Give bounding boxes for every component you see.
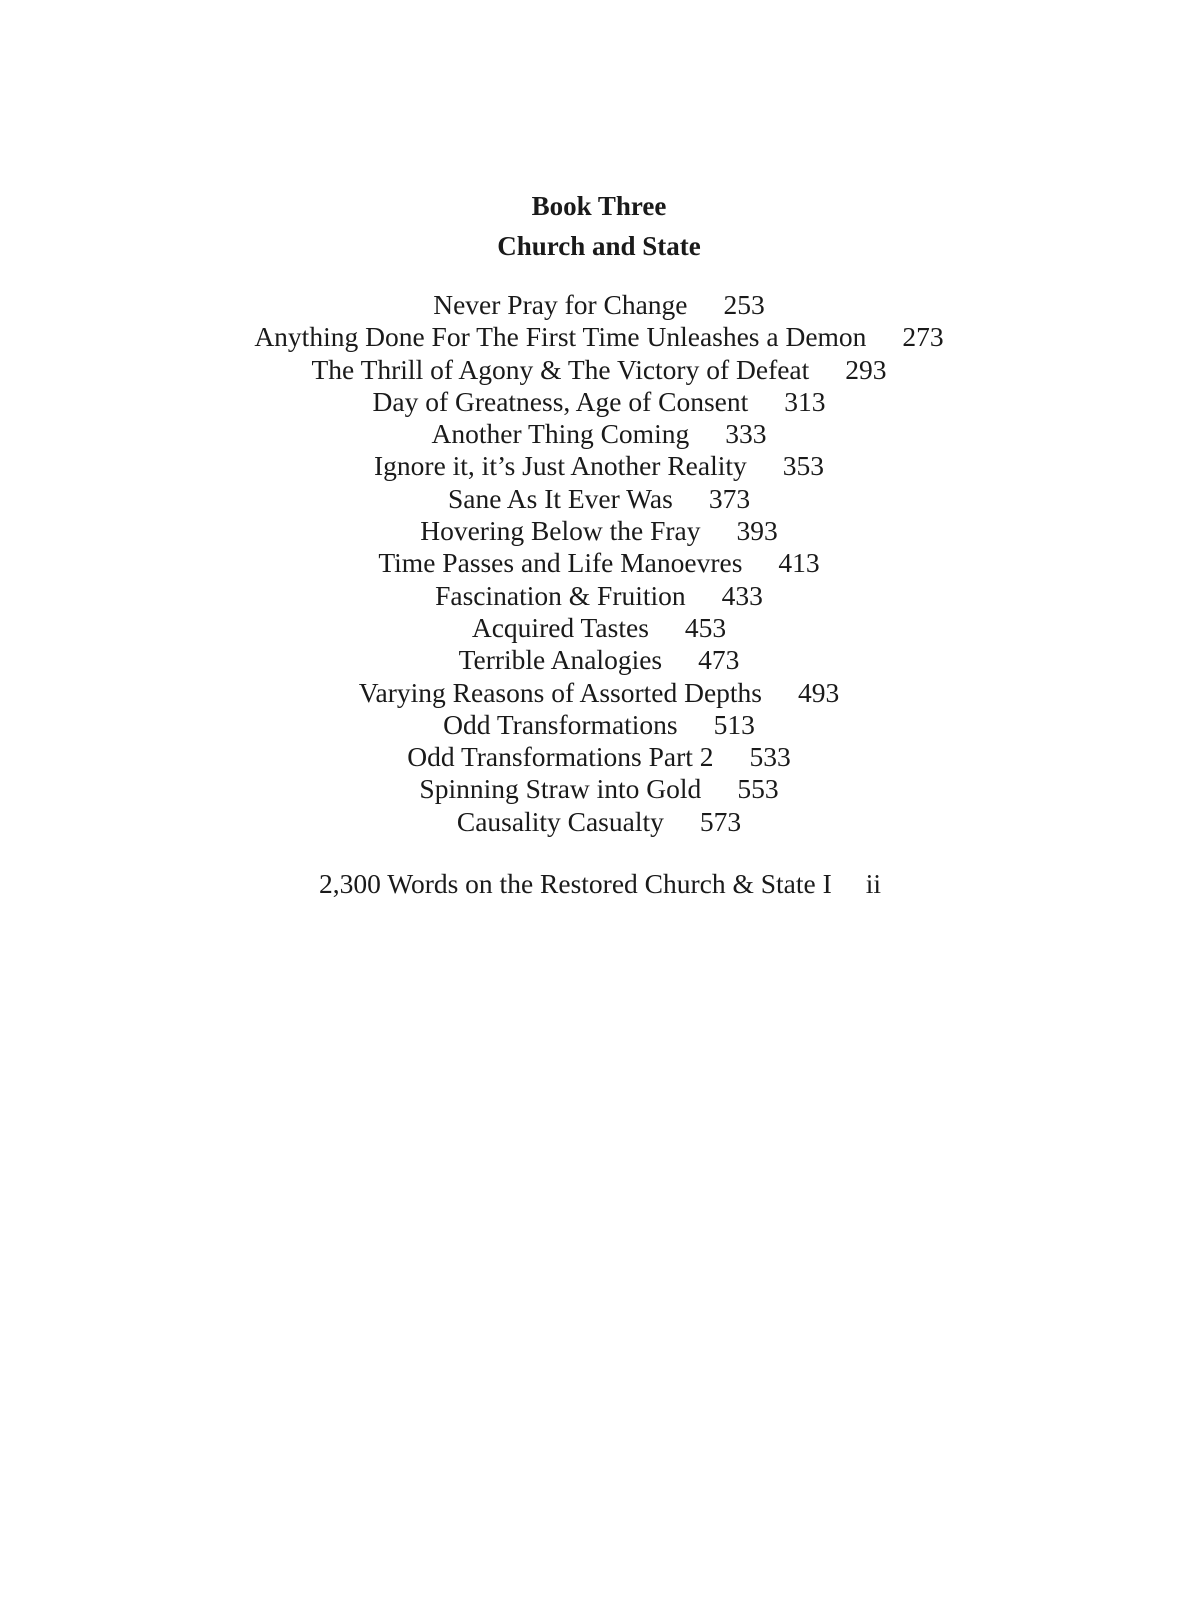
toc-entry-title: Varying Reasons of Assorted Depths <box>358 676 763 708</box>
toc-entry-title: Never Pray for Change <box>433 289 688 320</box>
toc-entry-page: 313 <box>784 385 826 417</box>
toc-entry <box>0 547 1199 579</box>
toc-entry-title: Anything Done For The First Time Unleashes a Demon <box>254 321 867 353</box>
toc-entry-title: Time Passes and Life Manoevres <box>378 547 743 579</box>
toc-entry-title: Fascination & Fruition <box>435 579 686 611</box>
appendix-entry <box>0 868 1200 900</box>
toc-entry <box>0 515 1199 547</box>
toc-entry-title: Another Thing Coming <box>431 418 690 450</box>
toc-entry-page: 513 <box>713 708 755 740</box>
toc-entry <box>0 354 1199 386</box>
toc-entry-title: Ignore it, it’s Just Another Reality <box>374 450 747 482</box>
toc-entry-title: Sane As It Ever Was <box>447 482 673 514</box>
toc-entry-title: Odd Transformations Part 2 <box>407 741 714 773</box>
toc-entry-page: 273 <box>902 321 944 353</box>
toc-entry-title: The Thrill of Agony & The Victory of Defeat <box>311 353 810 385</box>
toc-entry <box>0 450 1199 482</box>
toc-entry <box>0 644 1199 676</box>
toc-entry-page: 413 <box>778 547 820 579</box>
toc-entry <box>0 483 1199 515</box>
toc-entry <box>0 612 1199 644</box>
toc-heading-block <box>0 186 1200 266</box>
toc-entry-title: Spinning Straw into Gold <box>419 773 702 805</box>
toc-entry-page: 253 <box>723 289 765 320</box>
toc-entry-page: 493 <box>798 676 840 708</box>
toc-entry <box>0 321 1199 353</box>
toc-entry-page: 573 <box>699 805 742 837</box>
toc-entry-title: Odd Transformations <box>443 708 678 740</box>
toc-entry-page: 333 <box>725 418 767 450</box>
toc-entry-title: Acquired Tastes <box>471 611 649 643</box>
toc-entry-page: 553 <box>737 773 779 805</box>
toc-entry-page: 533 <box>749 741 791 773</box>
book-heading: Book Three <box>531 191 667 221</box>
toc-entry-page: 453 <box>684 611 727 643</box>
toc-entry <box>0 580 1199 612</box>
toc-entry <box>0 741 1199 773</box>
toc-entry <box>0 418 1199 450</box>
toc-entry-page: 433 <box>721 579 763 611</box>
toc-entry <box>0 386 1199 418</box>
toc-entry-page: 473 <box>698 644 740 676</box>
toc-entry-title: Hovering Below the Fray <box>420 515 701 547</box>
toc-entry <box>0 677 1199 709</box>
toc-entry-page: 293 <box>845 353 887 385</box>
table-of-contents <box>0 289 1200 838</box>
appendix-title: 2,300 Words on the Restored Church & State I <box>318 868 832 899</box>
appendix-page: ii <box>865 868 882 899</box>
toc-entry-title: Day of Greatness, Age of Consent <box>372 385 749 417</box>
toc-entry <box>0 289 1199 321</box>
toc-entry-title: Terrible Analogies <box>458 644 663 676</box>
toc-entry-page: 373 <box>708 482 751 514</box>
toc-entry-page: 353 <box>782 450 824 482</box>
toc-entry <box>0 773 1199 805</box>
toc-entry-title: Causality Casualty <box>456 805 664 837</box>
toc-entry-page: 393 <box>736 515 778 547</box>
toc-entry <box>0 806 1199 838</box>
toc-entry <box>0 709 1199 741</box>
book-title: Church and State <box>497 231 701 261</box>
